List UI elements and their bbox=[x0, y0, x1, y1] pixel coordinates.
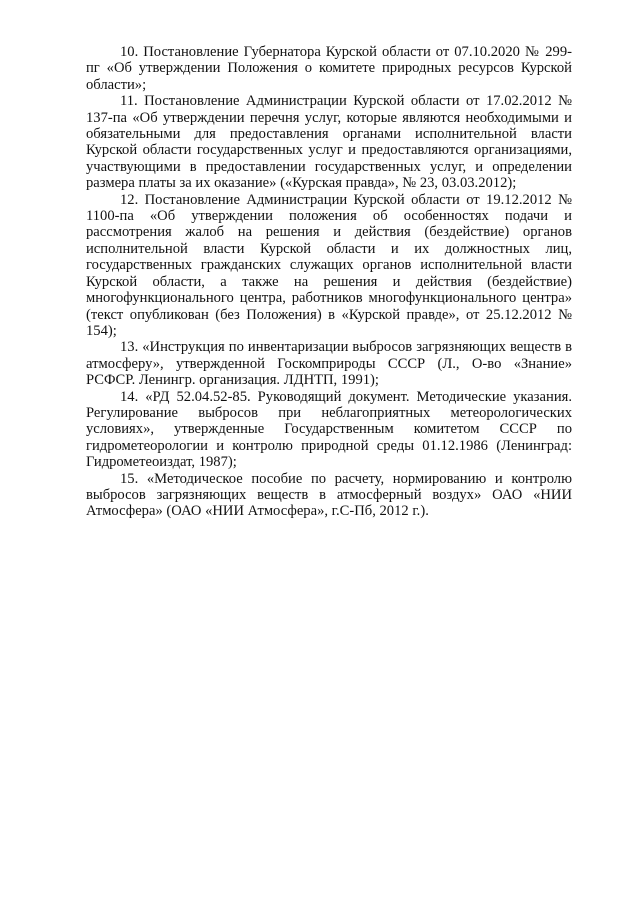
document-page bbox=[86, 44, 572, 520]
list-item: 14. «РД 52.04.52-85. Руководящий документ. Методические указания. Регулирование выбросов при неблагоприятных метеорологических условиях», утвержденные Государственным комитетом СССР по гидрометеорологии и контролю природной среды 01.12.1986 (Ленинград: Гидрометеоиздат, 1987); bbox=[86, 388, 572, 471]
list-item: 11. Постановление Администрации Курской области от 17.02.2012 № 137-па «Об утверждении перечня услуг, которые являются необходимыми и обязательными для предоставления органами исполнительной власти Курской области государственных услуг и предоставляются организациями, участвующими в предоставлении государственных услуг, и определении размера платы за их оказание» («Курская правда», № 23, 03.03.2012); bbox=[86, 93, 572, 192]
list-item: 13. «Инструкция по инвентаризации выбросов загрязняющих веществ в атмосферу», утвержденной Госкомприроды СССР (Л., О-во «Знание» РСФСР. Ленингр. организация. ЛДНТП, 1991); bbox=[86, 339, 572, 389]
list-item: 12. Постановление Администрации Курской области от 19.12.2012 № 1100-па «Об утверждении положения об особенностях подачи и рассмотрения жалоб на решения и действия (бездействие) органов исполнительной власти Курской области и их должностных лиц, государственных гражданских служащих органов исполнительной власти Курской области, а также на решения и действия (бездействие) многофункционального центра, работников многофункционального центра» (текст опубликован (без Положения) в «Курской правде», от 25.12.2012 № 154); bbox=[86, 191, 572, 339]
list-item: 15. «Методическое пособие по расчету, нормированию и контролю выбросов загрязняющих веществ в атмосферный воздух» ОАО «НИИ Атмосфера» (ОАО «НИИ Атмосфера», г.С-Пб, 2012 г.). bbox=[86, 470, 572, 520]
list-item: 10. Постановление Губернатора Курской области от 07.10.2020 № 299-пг «Об утверждении Положения о комитете природных ресурсов Курской области»; bbox=[86, 44, 572, 93]
